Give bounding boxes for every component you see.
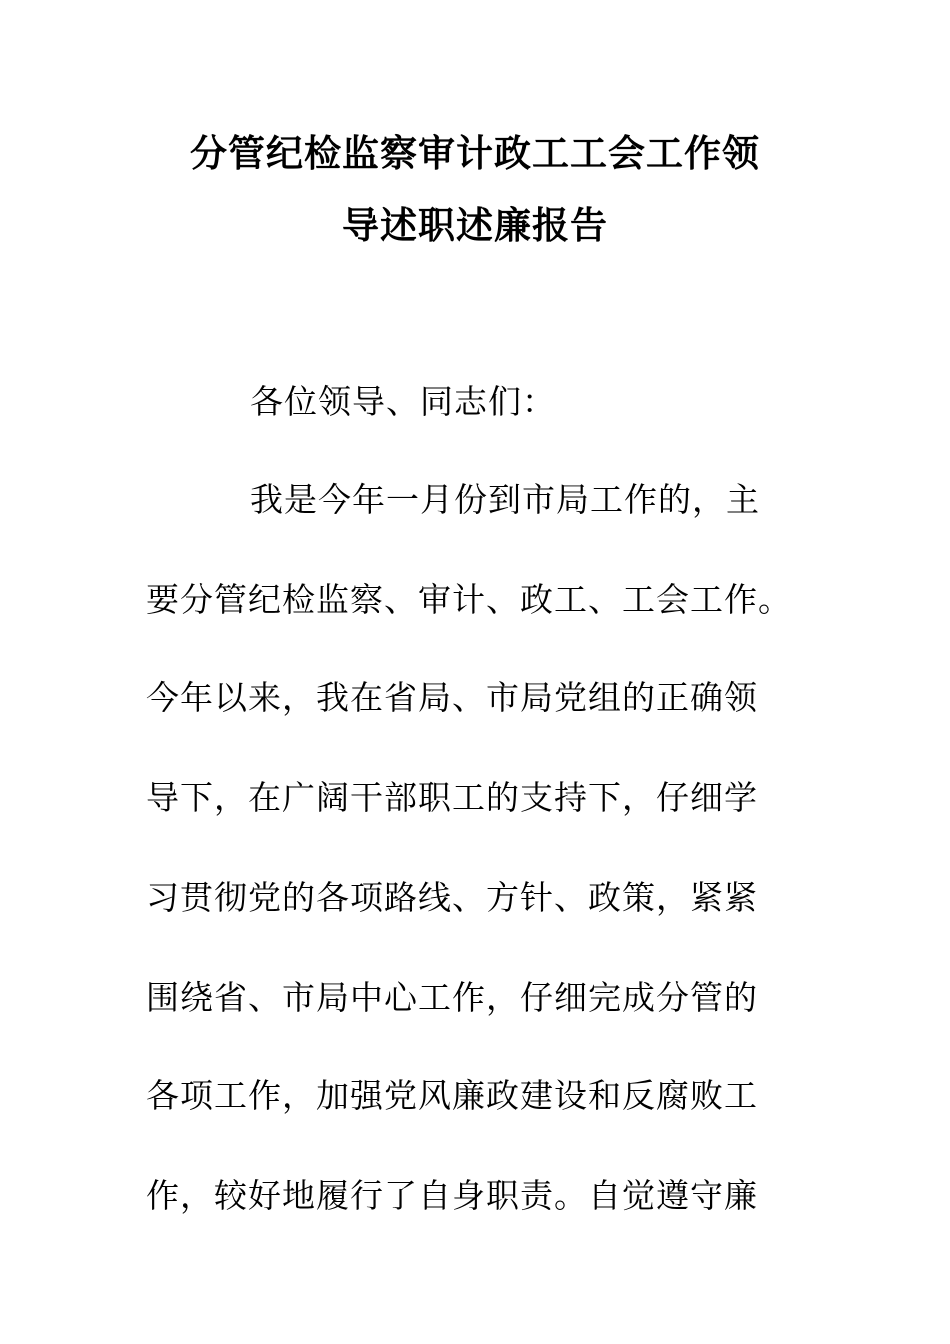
body-line-7: 各项工作，加强党风廉政建设和反腐败工 [146,1076,758,1115]
salutation: 各位领导、同志们： [250,382,556,421]
body-line-8: 作，较好地履行了自身职责。自觉遵守廉 [146,1176,758,1215]
body-line-4: 导下，在广阔干部职工的支持下，仔细学 [146,778,758,817]
body-line-2: 要分管纪检监察、审计、政工、工会工作。 [146,580,792,619]
document-title-line-2: 导述职述廉报告 [342,204,608,247]
body-line-1: 我是今年一月份到市局工作的，主 [250,480,760,519]
body-line-5: 习贯彻党的各项路线、方针、政策，紧紧 [146,878,758,917]
document-title-line-1: 分管纪检监察审计政工工会工作领 [190,132,760,175]
body-line-3: 今年以来，我在省局、市局党组的正确领 [146,678,758,717]
body-line-6: 围绕省、市局中心工作，仔细完成分管的 [146,978,758,1017]
